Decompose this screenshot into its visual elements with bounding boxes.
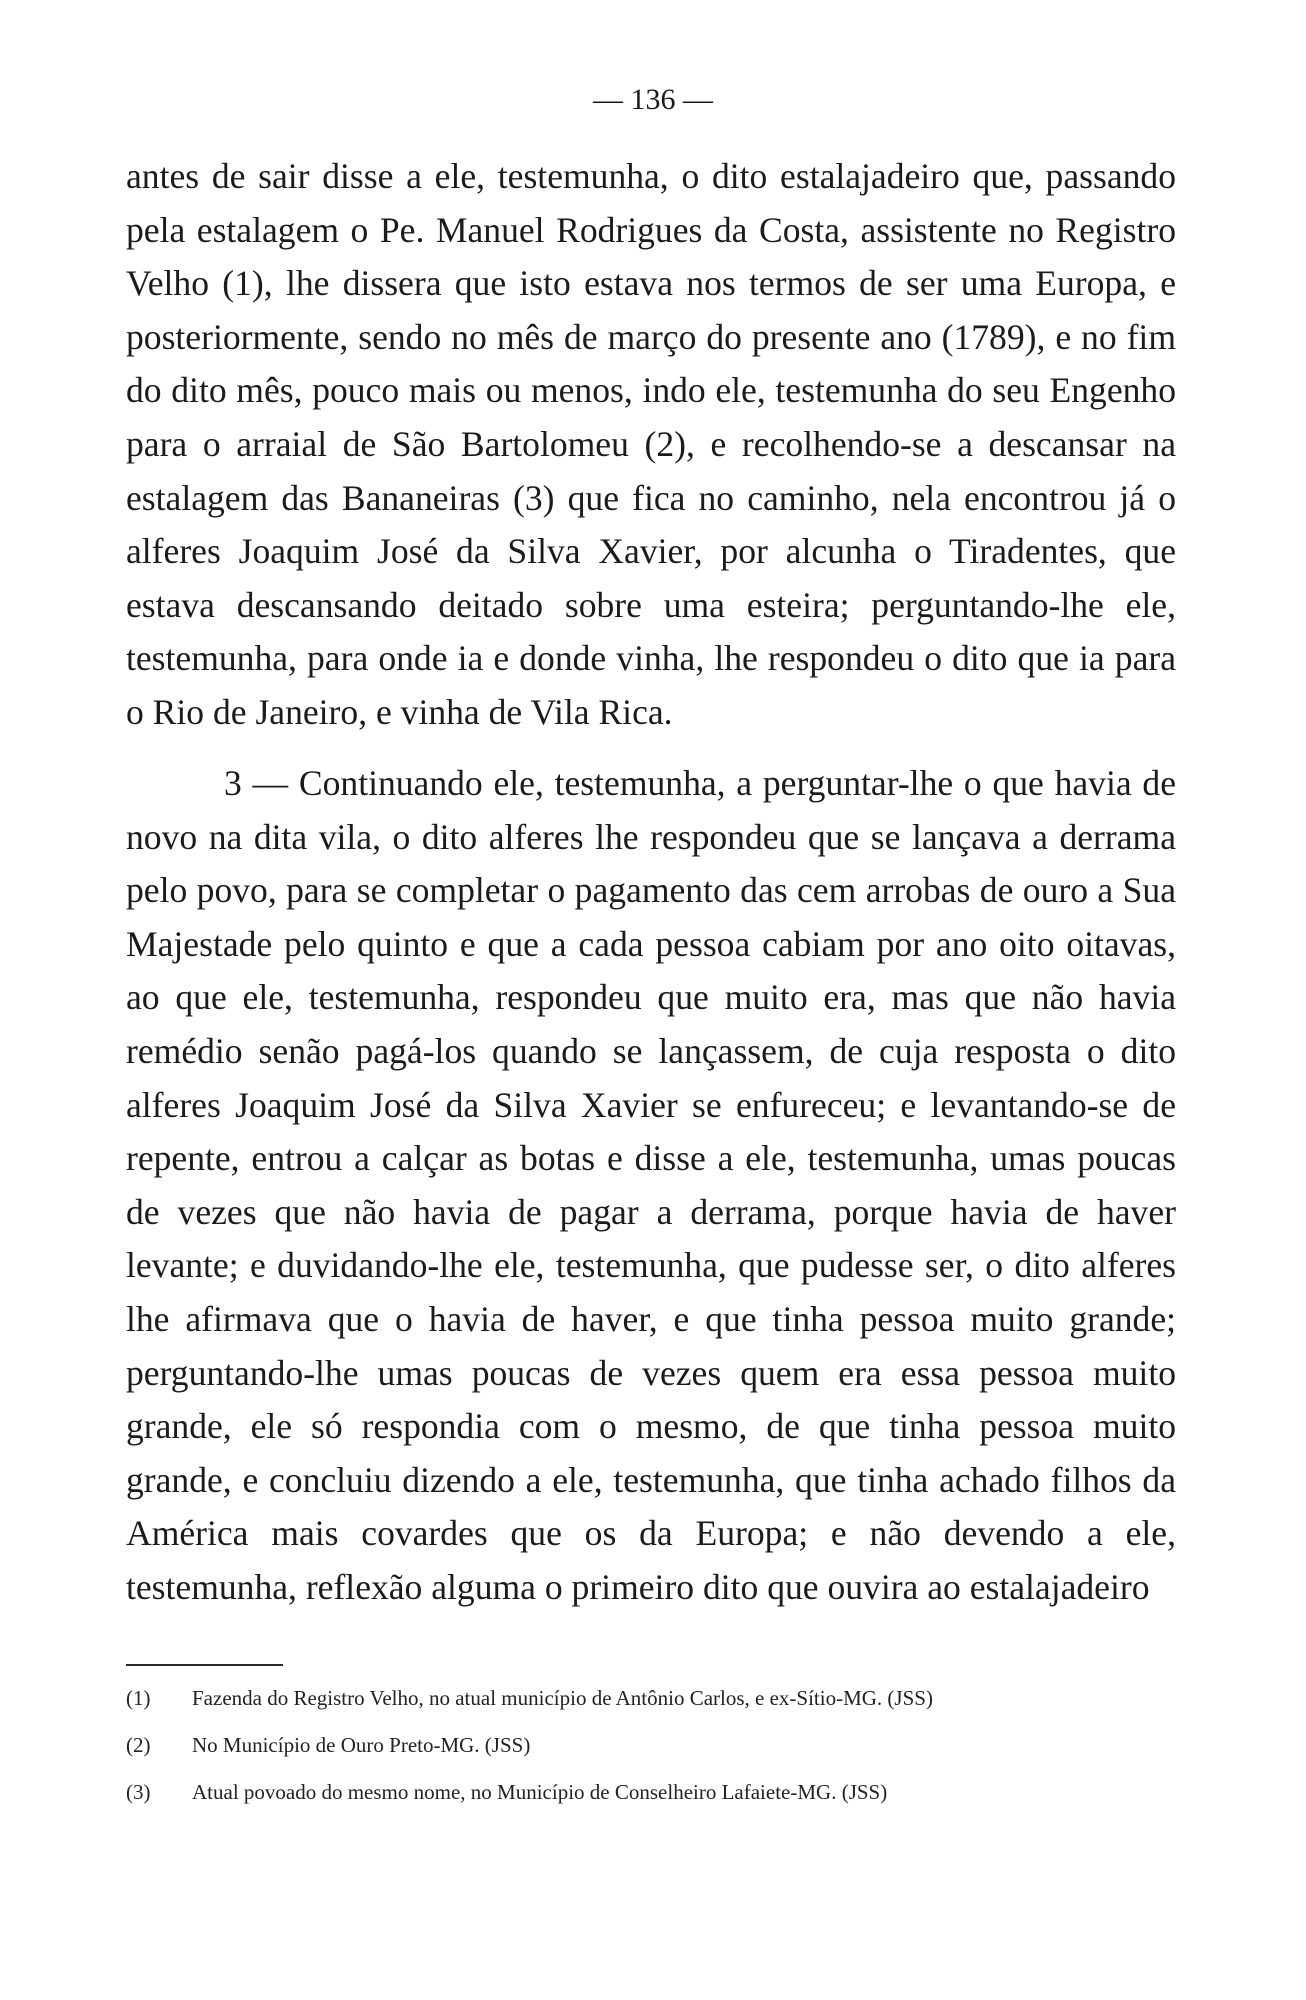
footnote-number: (3) [126,1780,151,1804]
paragraph-1: antes de sair disse a ele, testemunha, o dito estalajadeiro que, passando pela estalagem o Pe. Manuel Rodrigues da Costa, assistente no Registro Velho (1), lhe dissera que isto estava nos termos de ser uma Europa, e posteriormente, sendo no mês de março do presente ano (1789), e no fim do dito mês, pouco mais ou menos, indo ele, testemunha do seu Engenho para o arraial de São Bartolomeu (2), e recolhendo-se a descansar na estalagem das Bananeiras (3) que fica no caminho, nela encontrou já o alferes Joaquim José da Silva Xavier, por alcunha o Tiradentes, que estava descansando deitado sobre uma esteira; perguntando-lhe ele, testemunha, para onde ia e donde vinha, lhe respondeu o dito que ia para o Rio de Janeiro, e vinha de Vila Rica. [126,156,1176,732]
footnote-text: No Município de Ouro Preto-MG. (JSS) [192,1733,531,1757]
footnote-3 [126,1776,1176,1809]
footnote-text: Atual povoado do mesmo nome, no Município de Conselheiro Lafaiete-MG. (JSS) [192,1780,888,1804]
page-number: — 136 — [593,83,713,116]
footnote-divider [126,1664,283,1666]
footnote-number: (2) [126,1733,151,1757]
footnote-number: (1) [126,1686,151,1710]
footnote-1 [126,1682,1176,1715]
footnote-text: Fazenda do Registro Velho, no atual município de Antônio Carlos, e ex-Sítio-MG. (JSS) [192,1686,933,1710]
footnote-2 [126,1729,1176,1762]
footnotes [126,1682,1176,1823]
paragraph-2: 3 — Continuando ele, testemunha, a perguntar-lhe o que havia de novo na dita vila, o dito alferes lhe respondeu que se lançava a derrama pelo povo, para se completar o pagamento das cem arrobas de ouro a Sua Majestade pelo quinto e que a cada pessoa cabiam por ano oito oitavas, ao que ele, testemunha, respondeu que muito era, mas que não havia remédio senão pagá-los quando se lançassem, de cuja resposta o dito alferes Joaquim José da Silva Xavier se enfureceu; e levantando-se de repente, entrou a calçar as botas e disse a ele, testemunha, umas poucas de vezes que não havia de pagar a derrama, porque havia de haver levante; e duvidando-lhe ele, testemunha, que pudesse ser, o dito alferes lhe afirmava que o havia de haver, e que tinha pessoa muito grande; perguntando-lhe umas poucas de vezes quem era essa pessoa muito grande, ele só respondia com o mesmo, de que tinha pessoa muito grande, e concluiu dizendo a ele, testemunha, que tinha achado filhos da América mais covardes que os da Europa; e não devendo a ele, testemunha, reflexão alguma o primeiro dito que ouvira ao estalajadeiro [126,763,1176,1607]
